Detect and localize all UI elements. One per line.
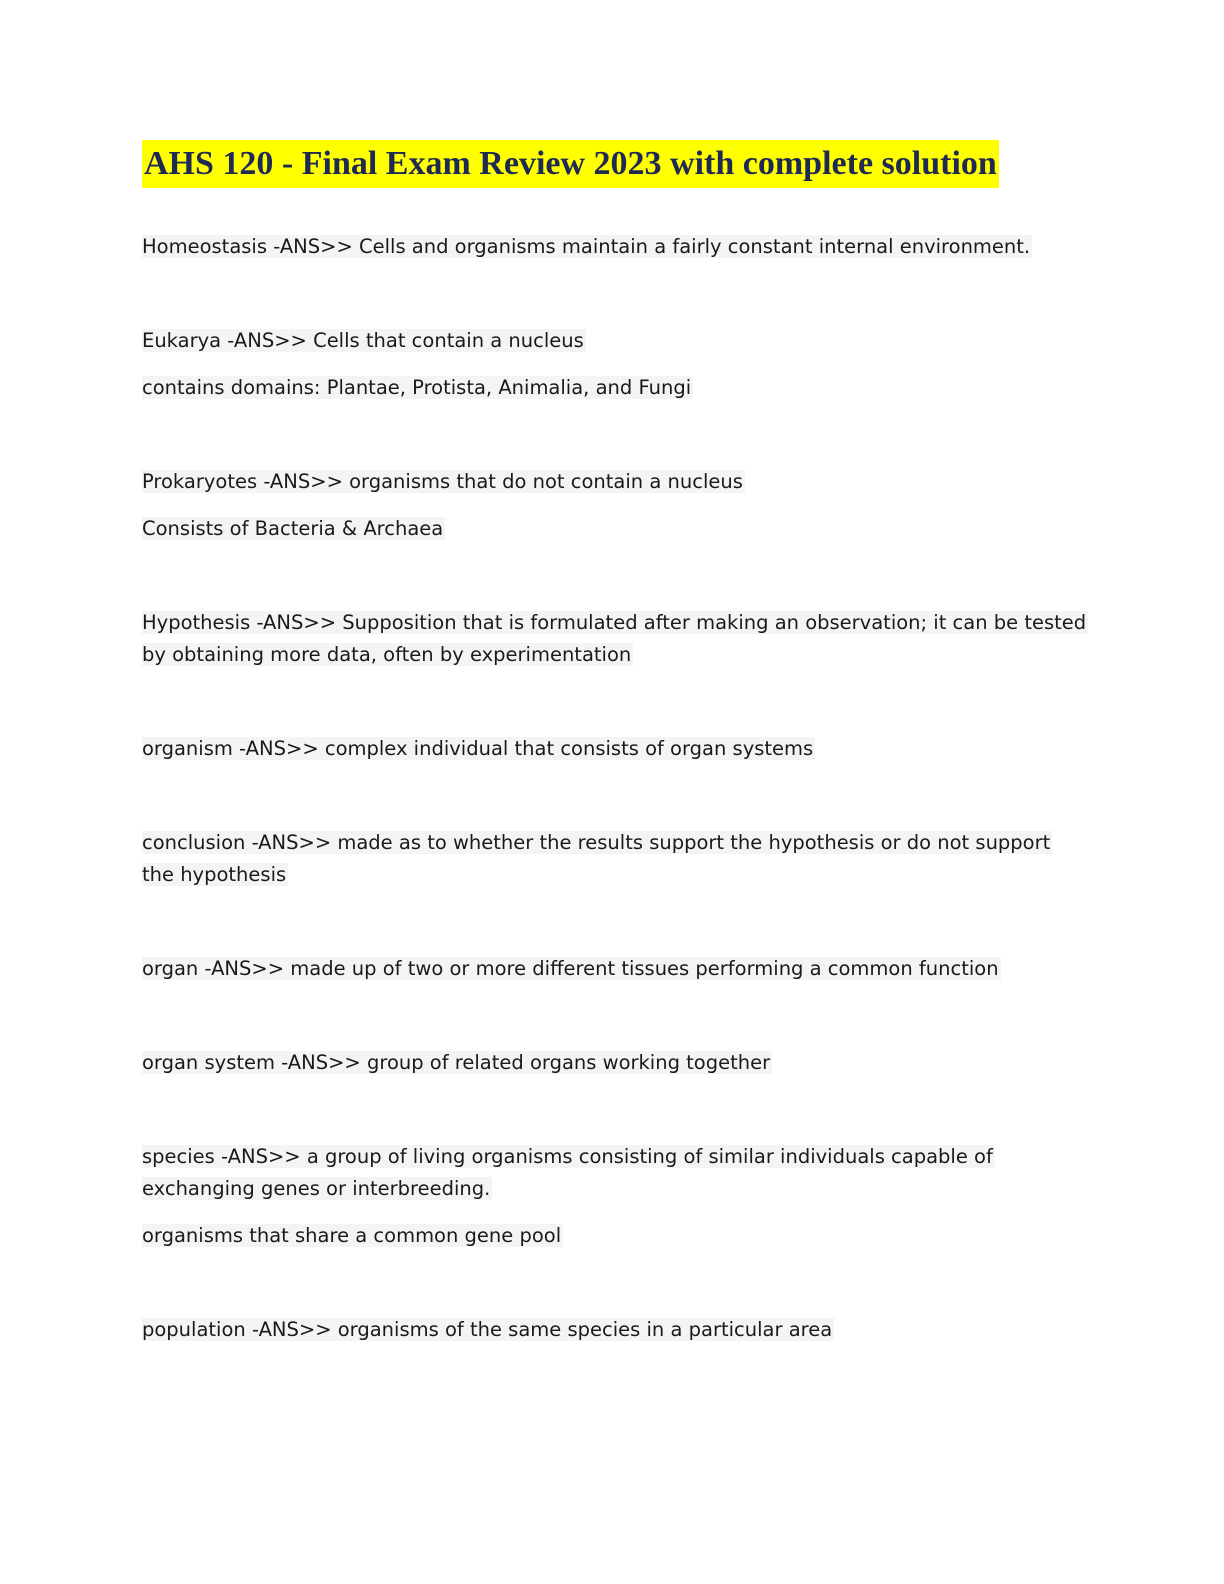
entry-text: by obtaining more data, often by experimentation — [142, 643, 632, 666]
entry-text: contains domains: Plantae, Protista, Animalia, and Fungi — [142, 376, 692, 399]
organism-entry — [142, 733, 815, 765]
entry-text: organisms that share a common gene pool — [142, 1224, 562, 1247]
organ-system-entry — [142, 1047, 772, 1079]
prokaryotes-entry — [142, 466, 745, 498]
entry-text: organ system -ANS>> group of related organs working together — [142, 1051, 771, 1074]
entry-text: Prokaryotes -ANS>> organisms that do not contain a nucleus — [142, 470, 743, 493]
species-entry — [142, 1141, 995, 1173]
homeostasis-entry — [142, 231, 1032, 263]
species-entry-wrap — [142, 1173, 492, 1205]
conclusion-entry-wrap — [142, 859, 288, 891]
entry-text: Hypothesis -ANS>> Supposition that is formulated after making an observation; it can be tested — [142, 611, 1087, 634]
entry-text: the hypothesis — [142, 863, 287, 886]
entry-text: Homeostasis -ANS>> Cells and organisms maintain a fairly constant internal environment. — [142, 235, 1031, 258]
entry-text: organ -ANS>> made up of two or more different tissues performing a common function — [142, 957, 999, 980]
population-entry — [142, 1314, 834, 1346]
entry-text: species -ANS>> a group of living organisms consisting of similar individuals capable of — [142, 1145, 993, 1168]
hypothesis-entry-wrap — [142, 639, 633, 671]
entry-text: Consists of Bacteria & Archaea — [142, 517, 444, 540]
hypothesis-entry — [142, 607, 1088, 639]
eukarya-entry — [142, 325, 586, 357]
document-title: AHS 120 - Final Exam Review 2023 with complete solution — [142, 140, 999, 188]
species-entry-continuation — [142, 1220, 563, 1252]
organ-entry — [142, 953, 1001, 985]
entry-text: conclusion -ANS>> made as to whether the results support the hypothesis or do not support — [142, 831, 1051, 854]
conclusion-entry — [142, 827, 1052, 859]
entry-text: population -ANS>> organisms of the same species in a particular area — [142, 1318, 833, 1341]
entry-text: organism -ANS>> complex individual that consists of organ systems — [142, 737, 814, 760]
eukarya-entry-continuation — [142, 372, 693, 404]
entry-text: exchanging genes or interbreeding. — [142, 1177, 491, 1200]
prokaryotes-entry-continuation — [142, 513, 445, 545]
entry-text: Eukarya -ANS>> Cells that contain a nucleus — [142, 329, 584, 352]
